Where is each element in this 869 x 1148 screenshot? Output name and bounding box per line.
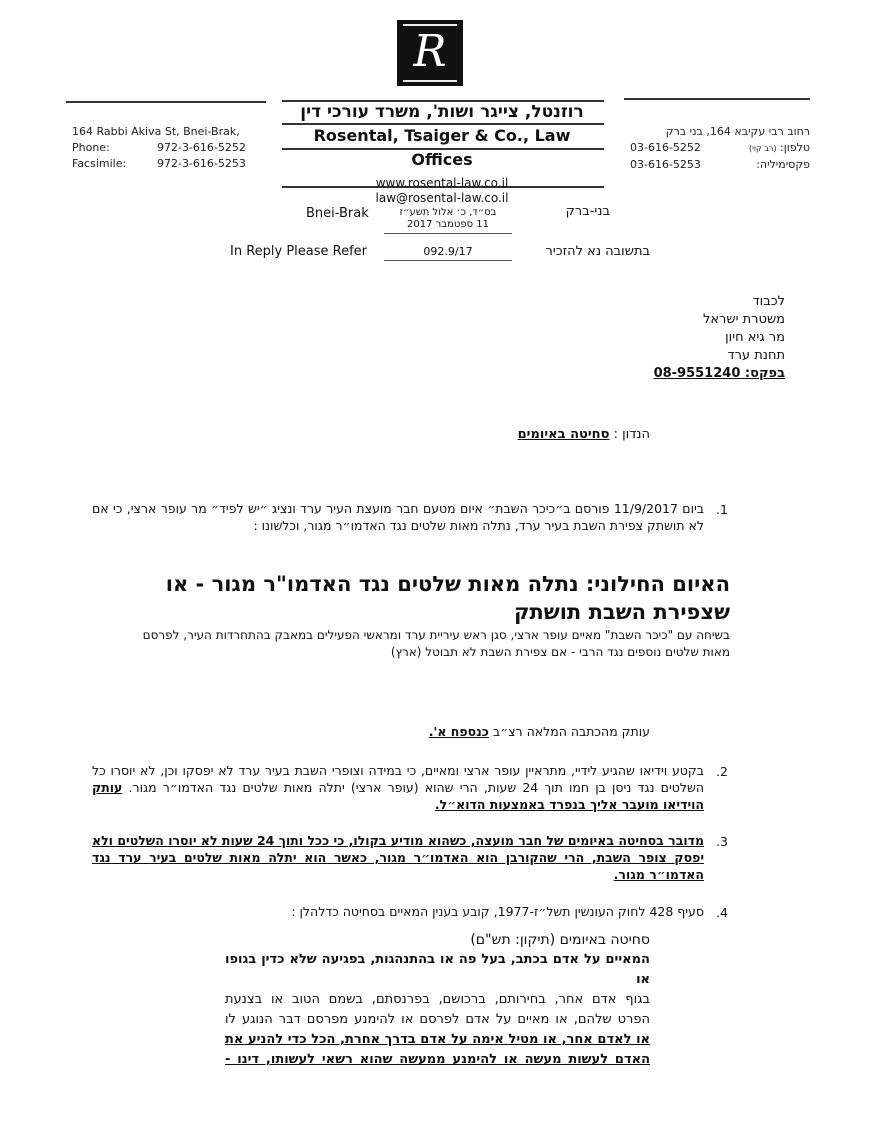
- law-line: בגוף אדם אחר, בחירותם, ברכושם, בפרנסתם, בשמם הטוב או בצנעת: [225, 992, 650, 1007]
- firm-website-link[interactable]: www.rosental-law.co.il: [375, 176, 509, 190]
- article-subheadline: בשיחה עם "כיכר השבת" מאיים עופר ארצי, סגן ראש עיריית ערד ומראשי הפעילים במאבק בהתחרדות העיר, לפרסם מאות שלטים נוספים נגד הרבי - אם צפירת השבת לא תבוטל (ארץ): [142, 628, 730, 659]
- contact-hebrew: [630, 124, 810, 173]
- subject-line: [440, 427, 650, 442]
- fax-label: Facsimile:: [72, 157, 127, 170]
- fax-label-he: פקסימיליה:: [756, 158, 810, 171]
- law-title: סחיטה באיומים (תיקון: תש"ם): [470, 932, 650, 948]
- addressee-line: משטרת ישראל: [702, 312, 785, 327]
- addressee-line: מר גיא חיון: [725, 330, 785, 345]
- attachment-note-text: עותק מהכתבה המלאה רצ״ב: [492, 724, 650, 739]
- city-english: Bnei-Brak: [306, 206, 369, 221]
- header-rule-left: [66, 101, 266, 103]
- paragraph-2-emphasis: עותק הוידיאו מועבר אליך בנפרד באמצעות הדוא״ל.: [92, 780, 704, 812]
- law-line: הפרט שלהם, או מאיים על אדם לפרסם או להימנע מפרסם דבר הנוגע לו: [225, 1012, 650, 1027]
- phone-label: Phone:: [72, 141, 110, 154]
- addressee-block: [540, 293, 785, 383]
- attachment-reference: כנספח א'.: [428, 724, 489, 739]
- paragraph-3: מדובר בסחיטה באיומים של חבר מועצה, כשהוא מודיע בקולו, כי ככל ותוך 24 שעות לא יוסרו השלטים ולא יפסק צופר השבת, הרי שהקורבן הוא האדמו״ר מגור, כאשר הוא יתלה מאות שלטים בעיר ערד נגד האדמו״ר מגור.: [92, 833, 705, 882]
- fax-number-he: 03-616-5253: [630, 158, 701, 171]
- reply-label-english: In Reply Please Refer: [230, 244, 368, 259]
- paragraph-number: .1: [716, 502, 728, 517]
- paragraph-1: ביום 11/9/2017 פורסם ב״כיכר השבת״ איום מטעם חבר מועצת העיר ערד ונציג ״יש לפיד״ מר עופר ארצי, כי אם לא תושתק צפירת השבת בעיר ערד, נתלה מאות שלטים נגד האדמו״ר מגור, וכלשונו :: [92, 501, 704, 533]
- date-block: [384, 207, 512, 234]
- phone-number: 972-3-616-5252: [157, 141, 246, 154]
- paragraph-2-text: בקטע וידיאו שהגיע לידיי, מתראיין עופר ארצי ומאיים, כי במידה וצופרי השבת בעיר ערד לא יפסקו וכן, לא יוסרו כל השלטים נגד ניסן בן חמו תוך 24 שעות, הרי שהוא (עופר ארצי) יתלה מאות שלטים נגד האדמו״ר מגור.: [92, 763, 704, 795]
- reply-label-hebrew: בתשובה נא להזכיר: [545, 244, 650, 259]
- city-hebrew: בני-ברק: [565, 204, 610, 219]
- attachment-note: [420, 724, 650, 739]
- address-english: 164 Rabbi Akiva St, Bnei-Brak,: [72, 125, 240, 138]
- phone-number-he: 03-616-5252: [630, 141, 701, 154]
- article-headline: האיום החילוני: נתלה מאות שלטים נגד האדמו"ר מגור - או שצפירת השבת תושתק: [165, 572, 730, 624]
- paragraph-number: .4: [716, 905, 728, 920]
- law-quote: [225, 950, 650, 1070]
- law-line: האדם לעשות מעשה או להימנע ממעשה שהוא רשאי לעשותו, דינו -: [225, 1052, 650, 1067]
- date-hebrew: בס״ד, כ׳ אלול תשע״ז: [399, 207, 497, 218]
- paragraph-2: [92, 762, 704, 813]
- address-hebrew: רחוב רבי עקיבא 164, בני ברק: [665, 125, 810, 138]
- firm-email-link[interactable]: law@rosental-law.co.il: [375, 191, 509, 205]
- paragraph-4: סעיף 428 לחוק העונשין תשל״ז-1977, קובע בענין המאיים בסחיטה כדלהלן :: [291, 904, 704, 919]
- fax-number-addressee: 08-9551240: [653, 366, 741, 381]
- phone-note-he: (רב קוי): [748, 144, 777, 153]
- firm-name-english: Rosental, Tsaiger & Co., Law Offices: [313, 126, 571, 169]
- firm-logo: [397, 20, 463, 86]
- subject-value: סחיטה באיומים: [517, 427, 610, 442]
- reference-number: 092.9/17: [384, 245, 512, 261]
- firm-name-hebrew: רוזנטל, צייגר ושות', משרד עורכי דין: [300, 102, 584, 122]
- subject-label: הנדון :: [613, 427, 650, 442]
- contact-english: [72, 124, 246, 172]
- logo-letter: R: [413, 26, 447, 77]
- law-line: המאיים על אדם בכתב, בעל פה או בהתנהגות, בפגיעה שלא כדין בגופו או: [225, 952, 650, 987]
- addressee-line: לכבוד: [752, 294, 785, 309]
- law-line: או לאדם אחר, או מטיל אימה על אדם בדרך אחרת, הכל כדי להניע את: [225, 1032, 650, 1047]
- paragraph-number: .2: [716, 764, 728, 779]
- paragraph-number: .3: [716, 834, 728, 849]
- date-gregorian: 11 ספטמבר 2017: [407, 219, 489, 230]
- fax-number: 972-3-616-5253: [157, 157, 246, 170]
- firm-title-block: [282, 100, 602, 206]
- phone-label-he: טלפון:: [780, 141, 810, 154]
- addressee-line: תחנת ערד: [727, 348, 785, 363]
- addressee-fax: [540, 365, 785, 383]
- logo-rule-bottom: [403, 80, 457, 82]
- fax-label-addressee: בפקס:: [744, 366, 785, 381]
- header-rule-right: [624, 98, 810, 100]
